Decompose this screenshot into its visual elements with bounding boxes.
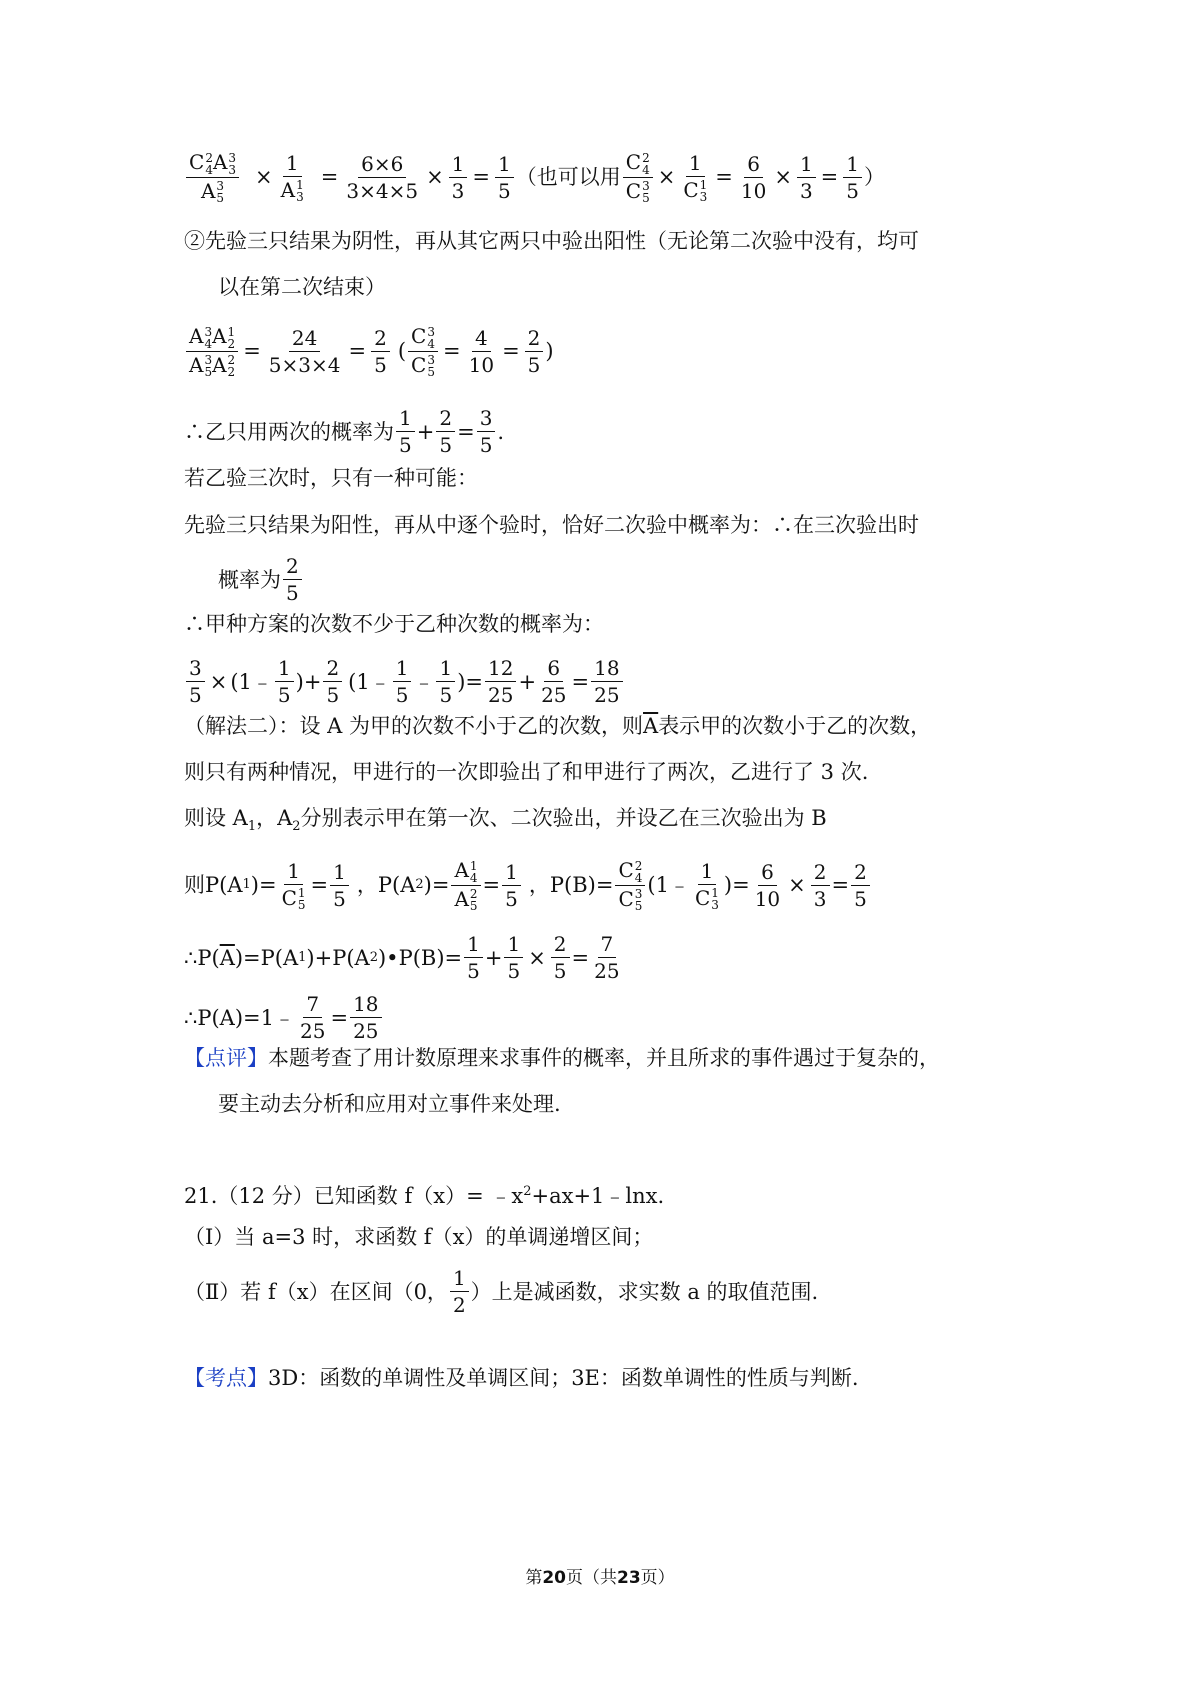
formula-line-10: $\frac{3}{5}$ × (1﹣ 1 5 )+ $\frac{2}{5}$ (1﹣ 1 5 ﹣ 1 5 )= $\frac{12}{25}$ + $\frac{6}{25}$ = $\frac{18}{25}$ — [184, 656, 1050, 707]
fraction: C 2 4 A 3 3 A 3 5 — [186, 150, 239, 204]
text-line-9: ∴甲种方案的次数不少于乙种次数的概率为： — [184, 612, 604, 636]
review-line: 【点评】本题考查了用计数原理来求事件的概率，并且所求的事件遇过于复杂的， — [184, 1046, 940, 1070]
formula-line-14: 则P(A 1 )= 1 C 1 5 = $\frac{1}{5}$ ，P(A 2 )= A 1 4 A 2 5 = $\frac{1}{5}$ ，P(B)= C 2 4 C 3 5 (1﹣ 1 C 1 3 )= $\frac{6}{10}$ × $\frac{2}{3}$ = $\frac{2}{5}$ — [184, 858, 1050, 912]
formula-line-16: ∴P(A)=1﹣ $\frac{7}{25}$ = $\frac{18}{25}$ — [184, 992, 1050, 1043]
text-line-11: （解法二）：设 A 为甲的次数不小于乙的次数，则$\overline{A}$表示甲的次数小于乙的次数， — [184, 714, 932, 738]
review-line-2: 要主动去分析和应用对立事件来处理. — [218, 1092, 561, 1116]
aside-text: （也可以用 — [515, 165, 621, 189]
page-footer: 第20页（共23页） — [525, 1568, 675, 1588]
text-line-13: 则设 $A_1$，$A_2$分别表示甲在第一次、二次验出，并设乙在三次验出为 B — [184, 806, 827, 835]
formula-line-8: 概率为 2 5 — [218, 554, 1050, 605]
question-21-part-1: （Ⅰ）当 a=3 时，求函数 f（x）的单调递增区间； — [184, 1225, 654, 1249]
kaodian-line: 【考点】3D：函数的单调性及单调区间；3E：函数单调性的性质与判断. — [184, 1366, 859, 1390]
formula-line-5: ∴乙只用两次的概率为 1 5 + $\frac{2}{5}$ = $\frac{3}{5}$ . — [184, 406, 505, 457]
formula-line-15: $\therefore P(\overline{A})=P(A$ 1 )+P(A 2 )•P(B)= $\frac{1}{5}$ + $\frac{1}{5}$ × $\frac{2}{5}$ = $\frac{7}{25}$ — [184, 932, 620, 983]
text-line-2: ②先验三只结果为阴性，再从其它两只中验出阳性（无论第二次验中没有，均可 — [184, 229, 919, 253]
text-line-3: 以在第二次结束） — [218, 275, 386, 299]
text-line-7: 先验三只结果为阳性，再从中逐个验时，恰好二次验中概率为：∴在三次验出时 — [184, 513, 919, 537]
question-21-part-2: （Ⅱ）若 f（x）在区间（0， 1 2 ）上是减函数，求实数 a 的取值范围. — [184, 1266, 819, 1317]
text-line-12: 则只有两种情况，甲进行的一次即验出了和甲进行了两次，乙进行了 3 次. — [184, 760, 869, 784]
formula-line-4: A 3 4 A 1 2 A 3 5 A 2 2 = $\frac{24}{5\times 3\times 4}$ = $\frac{2}{5}$ ( C 3 4 C 3 5 = $\frac{4}{10}$ = $\frac{2}{5}$ ) — [184, 324, 1050, 378]
question-21-head: 21.（12 分）已知函数 $f(x)= ﹣x^2+ax+1﹣\ln x$. — [184, 1184, 665, 1208]
review-tag: 点评 — [205, 1046, 247, 1070]
text-line-6: 若乙验三次时，只有一种可能： — [184, 466, 478, 490]
kaodian-tag: 考点 — [205, 1366, 247, 1390]
formula-line-1: C 2 4 A 3 3 A 3 5 × 1 A 1 3 = $\frac{6\times 6}{3\times 4\times 5}$ × $\frac{1}{3}$ = $\frac{1}{5}$ （也可以用 C 2 4 C 3 5 × 1 C 1 3 = $\frac{6}{10}$ × $\frac{1}{3}$ = $\frac{1}{5}$ ） — [184, 150, 1050, 204]
